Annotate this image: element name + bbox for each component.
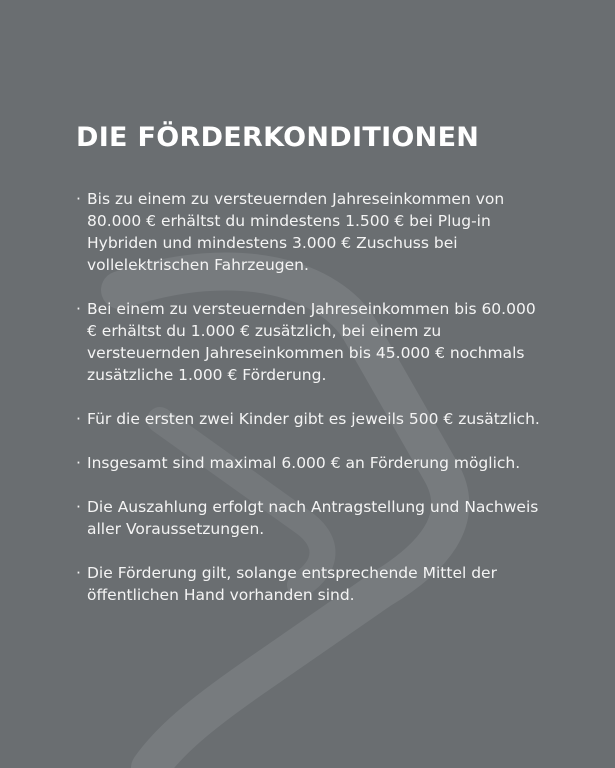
list-item-text: Die Auszahlung erfolgt nach Antragstellung und Nachweis aller Voraussetzungen. <box>87 498 539 538</box>
list-item-text: Bei einem zu versteuernden Jahreseinkommen bis 60.000 € erhältst du 1.000 € zusätzlich, bei einem zu versteuernden Jahreseinkommen bis 45.000 € nochmals zusätzliche 1.000 € Förderung. <box>87 300 536 384</box>
bullet: · <box>76 300 81 318</box>
list-item <box>76 496 546 540</box>
bullet: · <box>76 410 81 428</box>
list-item <box>76 562 546 606</box>
list-item <box>76 452 546 474</box>
bullet: · <box>76 454 81 472</box>
bullet: · <box>76 190 81 208</box>
page-title: DIE FÖRDERKONDITIONEN <box>76 122 480 153</box>
bullet: · <box>76 564 81 582</box>
list-item <box>76 408 546 430</box>
list-item-text: Die Förderung gilt, solange entsprechende Mittel der öffentlichen Hand vorhanden sind. <box>87 564 497 604</box>
conditions-panel <box>76 118 546 628</box>
list-item <box>76 298 546 386</box>
conditions-list <box>76 188 546 606</box>
list-item-text: Für die ersten zwei Kinder gibt es jeweils 500 € zusätzlich. <box>87 410 540 428</box>
list-item <box>76 188 546 276</box>
bullet: · <box>76 498 81 516</box>
list-item-text: Insgesamt sind maximal 6.000 € an Förderung möglich. <box>87 454 521 472</box>
list-item-text: Bis zu einem zu versteuernden Jahreseinkommen von 80.000 € erhältst du mindestens 1.500 € bei Plug-in Hybriden und mindestens 3.000 € Zuschuss bei vollelektrischen Fahrzeugen. <box>87 190 505 274</box>
